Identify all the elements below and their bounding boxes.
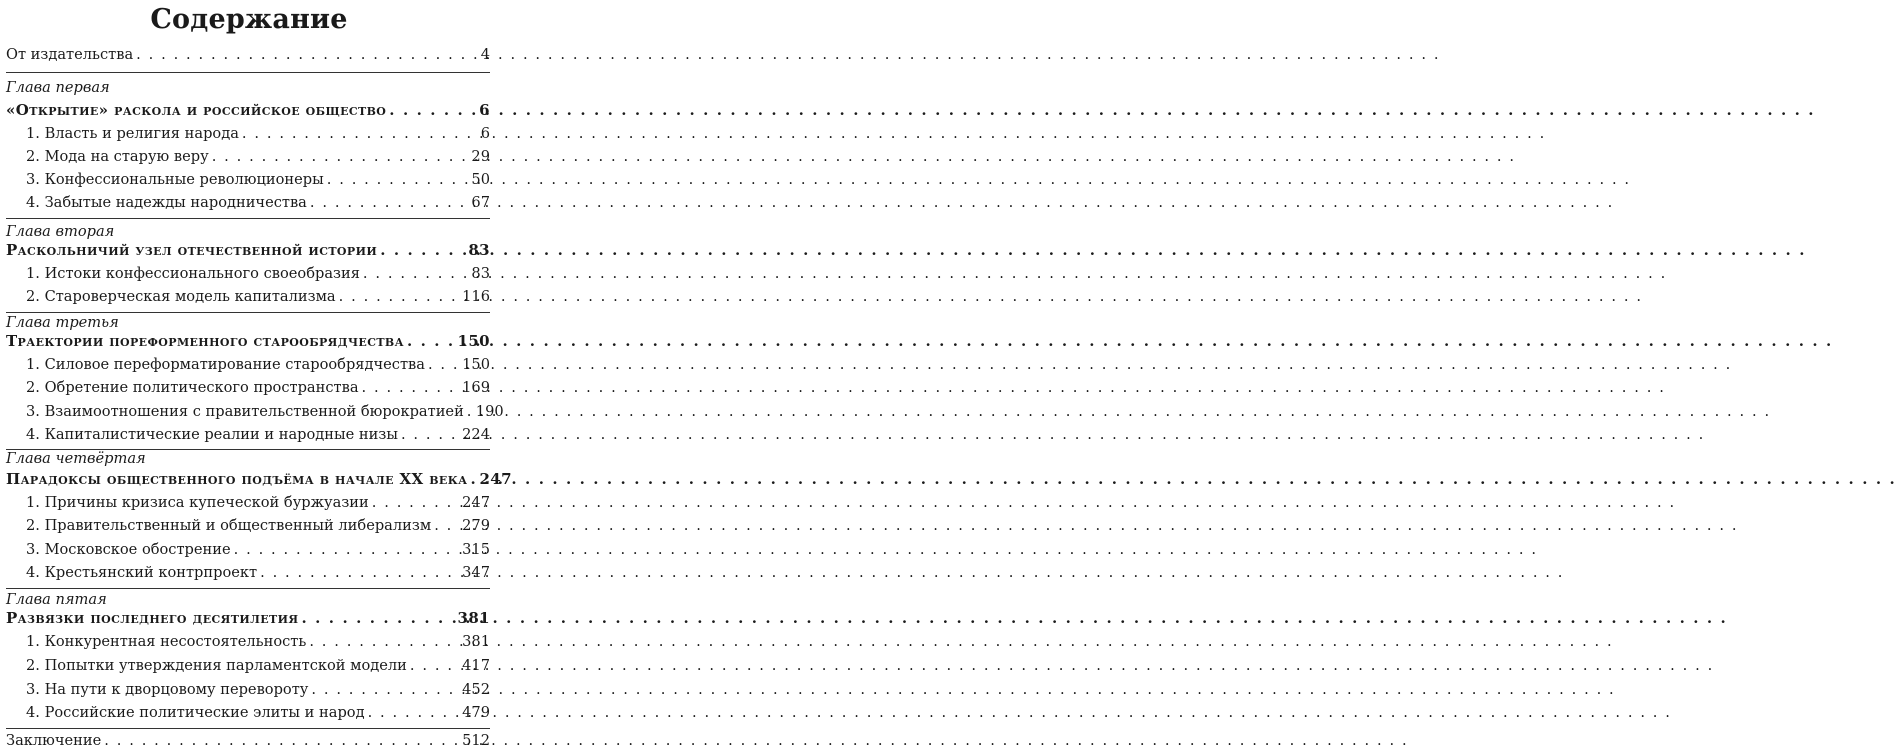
leader-dots: [242, 124, 478, 144]
toc-entry-page: 50: [471, 171, 490, 188]
leader-dots: [410, 656, 459, 676]
toc-entry-label: Развязки последнего десятилетия: [6, 609, 299, 627]
toc-entry-label: Раскольничий узел отечественной истории: [6, 241, 378, 259]
toc-entry-label: 2. Обретение политического пространства: [26, 379, 359, 396]
toc-entry-page: 83: [468, 241, 490, 259]
toc-entry-page: 150: [457, 332, 490, 350]
leader-dots: [309, 632, 459, 652]
toc-entry[interactable]: [26, 632, 490, 652]
toc-entry[interactable]: [26, 402, 504, 422]
toc-entry[interactable]: [26, 680, 490, 700]
leader-dots: [310, 193, 469, 213]
toc-entry[interactable]: [26, 540, 490, 560]
leader-dots: [362, 378, 460, 398]
toc-entry-page: 116: [462, 288, 490, 305]
divider: [6, 218, 490, 219]
toc-entry[interactable]: [26, 193, 490, 213]
toc-entry-page: 381: [462, 633, 490, 650]
divider: [6, 728, 490, 729]
leader-dots: [407, 331, 454, 351]
chapter-kicker: Глава пятая: [6, 591, 107, 608]
chapter-kicker: Глава четвёртая: [6, 450, 146, 467]
toc-entry-label: 4. Российские политические элиты и народ: [26, 704, 365, 721]
toc-entry-page: 347: [462, 564, 490, 581]
chapter-heading[interactable]: [6, 331, 490, 351]
toc-entry-page: 67: [471, 194, 490, 211]
toc-entry[interactable]: [26, 516, 490, 536]
leader-dots: [470, 469, 476, 489]
toc-entry-page: 150: [462, 356, 490, 373]
toc-entry-label: 1. Причины кризиса купеческой буржуазии: [26, 494, 369, 511]
leader-dots: [234, 540, 460, 560]
toc-entry[interactable]: [26, 425, 490, 445]
leader-dots: [136, 45, 478, 65]
toc-entry-label: 1. Силовое переформатирование старообрядчества: [26, 356, 425, 373]
toc-entry-page: 169: [462, 379, 490, 396]
toc-entry-label: От издательства: [6, 46, 134, 63]
leader-dots: [363, 264, 469, 284]
toc-entry-label: Парадоксы общественного подъёма в начале XX века: [6, 470, 468, 488]
leader-dots: [372, 493, 459, 513]
toc-entry[interactable]: [26, 147, 490, 167]
toc-entry[interactable]: [26, 703, 490, 723]
toc-entry-page: 224: [462, 426, 490, 443]
leader-dots: [428, 355, 459, 375]
toc-entry-page: 512: [462, 732, 490, 749]
toc-entry-back[interactable]: [6, 731, 490, 751]
toc-entry[interactable]: [26, 170, 490, 190]
chapter-kicker: Глава первая: [6, 79, 110, 96]
toc-entry-label: 2. Староверческая модель капитализма: [26, 288, 336, 305]
divider: [6, 72, 490, 73]
leader-dots: [311, 680, 459, 700]
toc-entry-label: 3. Московское обострение: [26, 541, 231, 558]
toc-entry-page: 479: [462, 704, 490, 721]
toc-entry-label: Траектории пореформенного старообрядчества: [6, 332, 404, 350]
toc-entry-page: 417: [462, 657, 490, 674]
leader-dots: [467, 402, 473, 422]
toc-entry-label: 1. Истоки конфессионального своеобразия: [26, 265, 360, 282]
toc-entry[interactable]: [26, 124, 490, 144]
toc-entry-label: 4. Крестьянский контрпроект: [26, 564, 258, 581]
toc-entry-label: Заключение: [6, 732, 102, 749]
toc-entry-page: 6: [480, 125, 490, 142]
toc-entry-page: 381: [457, 609, 490, 627]
toc-entry[interactable]: [26, 355, 490, 375]
toc-entry-label: 3. Конфессиональные революционеры: [26, 171, 324, 188]
chapter-kicker: Глава вторая: [6, 223, 115, 240]
leader-dots: [212, 147, 469, 167]
toc-entry-page: 29: [471, 148, 490, 165]
toc-entry-label: 3. Взаимоотношения с правительственной бюрократией: [26, 403, 464, 420]
chapter-heading[interactable]: [6, 240, 490, 260]
toc-entry-page: 6: [479, 101, 490, 119]
leader-dots: [434, 516, 459, 536]
chapter-kicker: Глава третья: [6, 314, 119, 331]
toc-entry-page: 452: [462, 681, 490, 698]
page-title: Содержание: [150, 4, 348, 35]
toc-entry-page: 247: [479, 470, 512, 488]
leader-dots: [260, 563, 459, 583]
leader-dots: [339, 287, 460, 307]
leader-dots: [368, 703, 460, 723]
toc-entry[interactable]: [26, 656, 490, 676]
toc-entry[interactable]: [26, 563, 490, 583]
divider: [6, 588, 490, 589]
leader-dots: [401, 425, 459, 445]
toc-entry[interactable]: [26, 493, 490, 513]
chapter-heading[interactable]: [6, 469, 512, 489]
leader-dots: [380, 240, 465, 260]
leader-dots: [104, 731, 459, 751]
toc-entry-label: 1. Конкурентная несостоятельность: [26, 633, 307, 650]
toc-entry-label: 2. Правительственный и общественный либерализм: [26, 517, 432, 534]
toc-entry-label: «Открытие» раскола и российское общество: [6, 101, 387, 119]
leader-dots: [389, 100, 476, 120]
leader-dots: [327, 170, 469, 190]
toc-entry-label: 4. Капиталистические реалии и народные низы: [26, 426, 398, 443]
toc-entry-label: 2. Мода на старую веру: [26, 148, 209, 165]
toc-entry[interactable]: [26, 287, 490, 307]
toc-entry-page: 247: [462, 494, 490, 511]
chapter-heading[interactable]: [6, 100, 490, 120]
toc-entry-page: 279: [462, 517, 490, 534]
toc-entry-label: 4. Забытые надежды народничества: [26, 194, 307, 211]
toc-entry[interactable]: [26, 264, 490, 284]
leader-dots: [302, 608, 455, 628]
toc-entry-page: 315: [462, 541, 490, 558]
chapter-heading[interactable]: [6, 608, 490, 628]
toc-entry-front[interactable]: [6, 45, 490, 65]
toc-entry-label: 3. На пути к дворцовому перевороту: [26, 681, 309, 698]
toc-entry-page: 4: [480, 46, 490, 63]
toc-entry-page: 83: [471, 265, 490, 282]
toc-entry-page: 190: [475, 403, 504, 420]
toc-entry[interactable]: [26, 378, 490, 398]
toc-entry-label: 1. Власть и религия народа: [26, 125, 239, 142]
toc-entry-label: 2. Попытки утверждения парламентской модели: [26, 657, 407, 674]
